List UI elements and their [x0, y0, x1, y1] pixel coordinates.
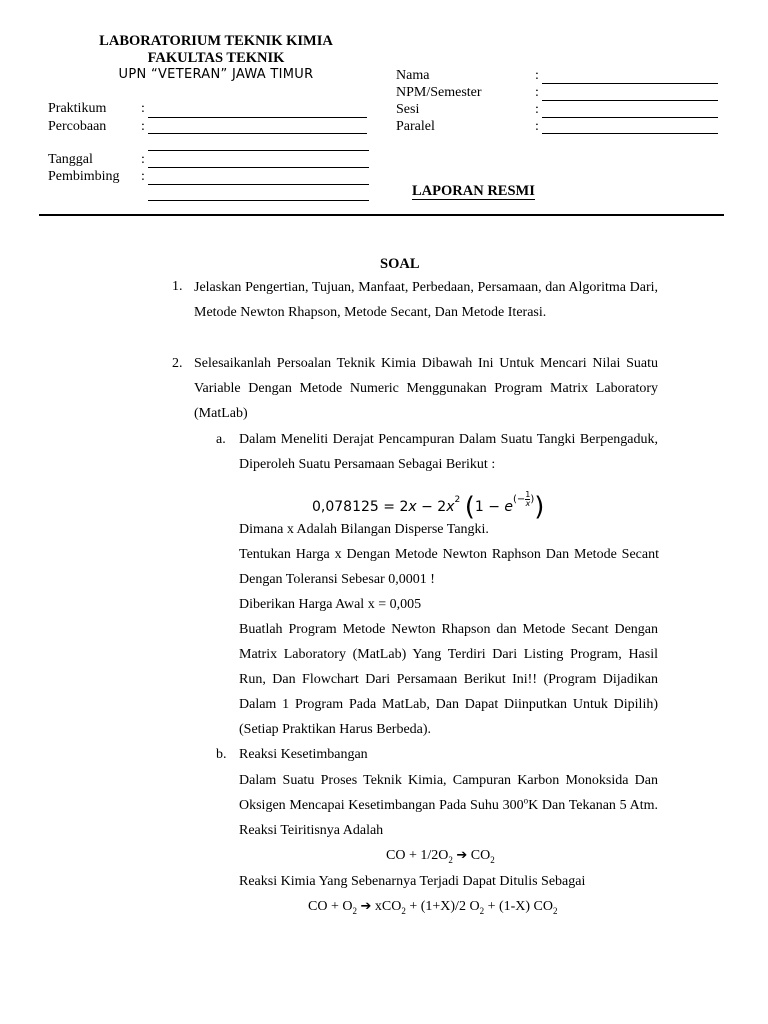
paralel-field[interactable]: [542, 133, 718, 134]
arrow-right-icon: ➔: [456, 848, 468, 863]
qb-text: Dalam Suatu Proses Teknik Kimia, Campuran Karbon Monoksida Dan Oksigen Mencapai Kesetimbangan Pada Suhu 300$^o$K Dan Tekanan 5 Atm. Reaksi Teiritisnya Adalah: [239, 773, 658, 838]
pembimbing-colon: :: [141, 169, 145, 184]
npm-label: NPM/Semester: [396, 85, 482, 100]
tanggal-label: Tanggal: [48, 152, 93, 167]
arrow-right-icon: ➔: [360, 899, 372, 914]
q2-text: Selesaikanlah Persoalan Teknik Kimia Dibawah Ini Untuk Mencari Nilai Suatu Variable Dengan Metode Numeric Menggunakan Program Matrix Laboratory (MatLab): [194, 356, 658, 421]
percobaan-field[interactable]: [148, 133, 367, 134]
nama-label: Nama: [396, 68, 430, 83]
npm-field[interactable]: [542, 100, 718, 101]
reaction-2: CO + $O_2$ ➔ xCO$_2$ + (1+X)/2 $O_2 + (1-X)$ $CO_2$: [308, 899, 558, 916]
paralel-label: Paralel: [396, 119, 435, 134]
nama-colon: :: [535, 68, 539, 83]
sesi-label: Sesi: [396, 102, 420, 117]
praktikum-label: Praktikum: [48, 101, 107, 116]
qa-line4: Buatlah Program Metode Newton Rhapson dan Metode Secant Dengan Matrix Laboratory (MatLab) Yang Terdiri Dari Listing Program, Hasil Run, Dan Flowchart Dari Persamaan Berikut Ini!! (Program Dijadikan Dalam 1 Program Pada MatLab, Dan Dapat Diinputkan Untuk Dipilih) (Setiap Praktikan Harus Berbeda).: [239, 622, 658, 737]
qb-line: Reaksi Kimia Yang Sebenarnya Terjadi Dapat Ditulis Sebagai: [239, 874, 586, 889]
pembimbing-label: Pembimbing: [48, 169, 120, 184]
praktikum-colon: :: [141, 101, 145, 116]
tanggal-field[interactable]: [148, 167, 369, 168]
percobaan-label: Percobaan: [48, 119, 107, 134]
npm-colon: :: [535, 85, 539, 100]
qb-letter: b.: [216, 747, 227, 762]
header-divider: [39, 214, 724, 216]
faculty-title: FAKULTAS TEKNIK: [147, 50, 285, 66]
qb-title: Reaksi Kesetimbangan: [239, 747, 368, 762]
percobaan-colon: :: [141, 119, 145, 134]
equation-rhs: = $2x - 2x^2$ $(1 - e^{(- \frac{1}{x} )})$: [378, 489, 545, 522]
q1-number: 1.: [172, 279, 183, 294]
tanggal-colon: :: [141, 152, 145, 167]
university-title: UPN “VETERAN” JAWA TIMUR: [118, 67, 314, 82]
reaction-1: CO + $1/2O_2$ ➔ $CO_2$: [386, 848, 495, 865]
equation-lhs: 0,078125: [312, 499, 379, 515]
equation: [312, 481, 545, 522]
qa-intro: Dalam Meneliti Derajat Pencampuran Dalam Suatu Tangki Berpengaduk, Diperoleh Suatu Persamaan Sebagai Berikut :: [239, 432, 658, 472]
sesi-colon: :: [535, 102, 539, 117]
qa-letter: a.: [216, 432, 226, 447]
report-title: LAPORAN RESMI: [412, 183, 535, 199]
sesi-field[interactable]: [542, 117, 718, 118]
qa-line3: Diberikan Harga Awal x = 0,005: [239, 597, 422, 612]
nama-field[interactable]: [542, 83, 718, 84]
percobaan-field-line2[interactable]: [148, 150, 369, 151]
qa-line2: Tentukan Harga x Dengan Metode Newton Raphson Dan Metode Secant Dengan Toleransi Sebesar 0,0001 !: [239, 547, 659, 587]
lab-title: LABORATORIUM TEKNIK KIMIA: [99, 33, 333, 49]
qa-line1: Dimana x Adalah Bilangan Disperse Tangki.: [239, 522, 489, 537]
paralel-colon: :: [535, 119, 539, 134]
q2-number: 2.: [172, 356, 183, 371]
pembimbing-field-line2[interactable]: [148, 200, 369, 201]
pembimbing-field[interactable]: [148, 184, 369, 185]
q1-text: Jelaskan Pengertian, Tujuan, Manfaat, Perbedaan, Persamaan, dan Algoritma Dari, Metode Newton Rhapson, Metode Secant, Dan Metode Iterasi.: [194, 280, 658, 320]
soal-title: SOAL: [380, 256, 420, 272]
praktikum-field[interactable]: [148, 117, 367, 118]
